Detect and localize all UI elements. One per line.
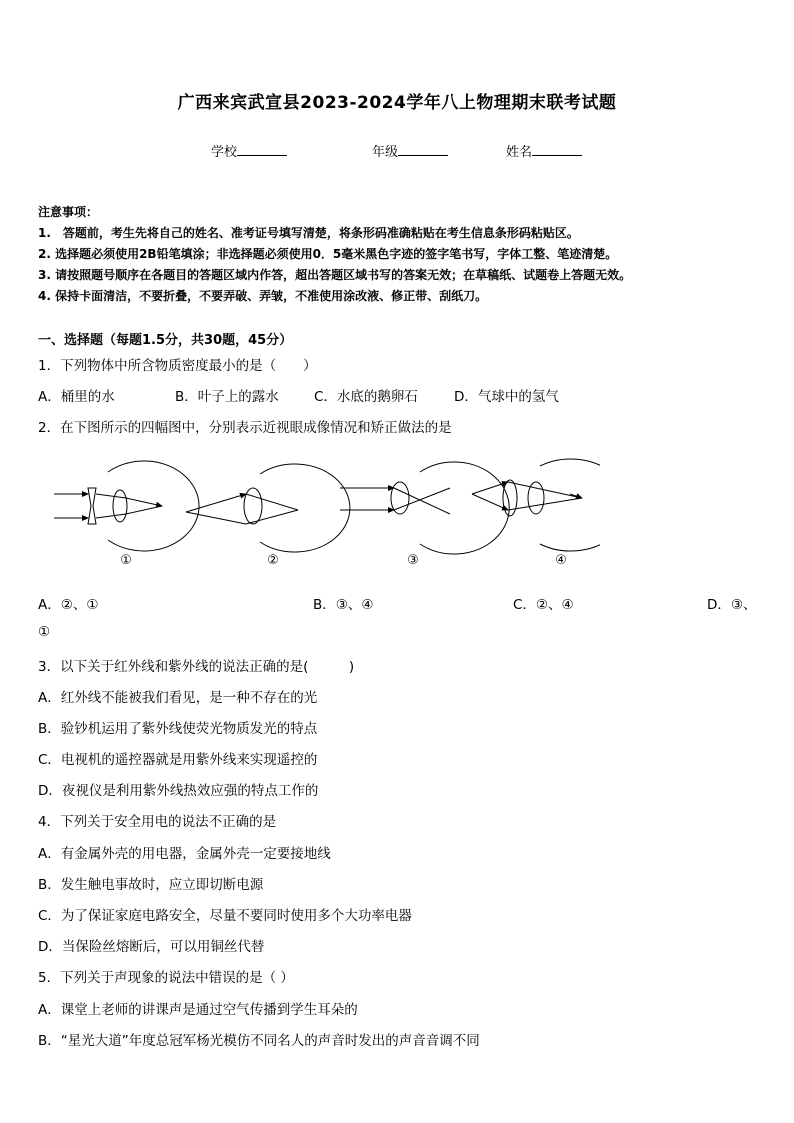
q2-option-c: C．②、④ [513, 597, 574, 613]
figure-label-1: ① [120, 553, 132, 568]
q3-option-b: B．验钞机运用了紫外线使荧光物质发光的特点 [38, 721, 318, 737]
question-1-stem: 1．下列物体中所含物质密度最小的是（ ） [38, 358, 317, 374]
q4-option-d: D．当保险丝熔断后，可以用铜丝代替 [38, 939, 265, 955]
name-label: 姓名 [506, 145, 533, 160]
eye-diagram-4 [472, 459, 600, 551]
grade-label: 年级 [372, 145, 399, 160]
question-3-stem: 3．以下关于红外线和紫外线的说法正确的是( ) [38, 659, 355, 675]
question-2-stem: 2．在下图所示的四幅图中，分别表示近视眼成像情况和矫正做法的是 [38, 420, 452, 436]
notice-item: 4. 保持卡面清洁，不要折叠，不要弄破、弄皱，不准使用涂改液、修正带、刮纸刀。 [38, 289, 488, 303]
q5-option-b: B．“星光大道”年度总冠军杨光模仿不同名人的声音时发出的声音音调不同 [38, 1033, 480, 1049]
school-field [211, 141, 287, 160]
exam-title: 广西来宾武宣县2023-2024学年八上物理期末联考试题 [177, 93, 617, 113]
section-heading: 一、选择题（每题1.5分，共30题，45分） [38, 333, 293, 348]
notice-item: 2. 选择题必须使用2B铅笔填涂；非选择题必须使用0．5毫米黑色字迹的签字笔书写，字体工整、笔迹清楚。 [38, 247, 618, 261]
q3-option-d: D．夜视仪是利用紫外线热效应强的特点工作的 [38, 783, 319, 799]
q2-option-d-wrap: ① [38, 624, 51, 640]
q1-option-d: D．气球中的氢气 [454, 389, 559, 405]
eye-diagrams-figure [40, 452, 600, 572]
school-label: 学校 [211, 145, 238, 160]
eye-diagram-3 [340, 462, 509, 554]
question-5-stem: 5．下列关于声现象的说法中错误的是（ ） [38, 970, 294, 986]
q4-option-b: B．发生触电事故时，应立即切断电源 [38, 877, 264, 893]
notice-heading: 注意事项： [38, 205, 99, 219]
q5-option-a: A．课堂上老师的讲课声是通过空气传播到学生耳朵的 [38, 1002, 358, 1018]
q2-option-b: B．③、④ [313, 597, 374, 613]
q1-option-a: A．桶里的水 [38, 389, 115, 405]
grade-blank [398, 143, 448, 156]
figure-label-3: ③ [407, 553, 419, 568]
notice-item: 3. 请按照题号顺序在各题目的答题区域内作答，超出答题区域书写的答案无效；在草稿纸、试题卷上答题无效。 [38, 268, 632, 282]
question-4-stem: 4．下列关于安全用电的说法不正确的是 [38, 814, 277, 830]
q1-option-b: B．叶子上的露水 [175, 389, 279, 405]
q2-option-a: A．②、① [38, 597, 99, 613]
q3-option-c: C．电视机的遥控器就是用紫外线来实现遥控的 [38, 752, 318, 768]
name-blank [532, 143, 582, 156]
eye-diagram-1 [54, 461, 199, 551]
grade-field [372, 141, 448, 160]
q3-option-a: A．红外线不能被我们看见，是一种不存在的光 [38, 690, 318, 706]
notice-item: 1. 答题前，考生先将自己的姓名、准考证号填写清楚，将条形码准确粘贴在考生信息条形码粘贴区。 [38, 226, 579, 240]
name-field [506, 141, 582, 160]
eye-diagram-2 [186, 464, 350, 552]
figure-label-2: ② [267, 553, 279, 568]
q4-option-c: C．为了保证家庭电路安全，尽量不要同时使用多个大功率电器 [38, 908, 412, 924]
q2-option-d: D．③、 [707, 597, 757, 613]
q4-option-a: A．有金属外壳的用电器，金属外壳一定要接地线 [38, 846, 331, 862]
figure-label-4: ④ [555, 553, 567, 568]
school-blank [237, 143, 287, 156]
q1-option-c: C．水底的鹅卵石 [314, 389, 418, 405]
